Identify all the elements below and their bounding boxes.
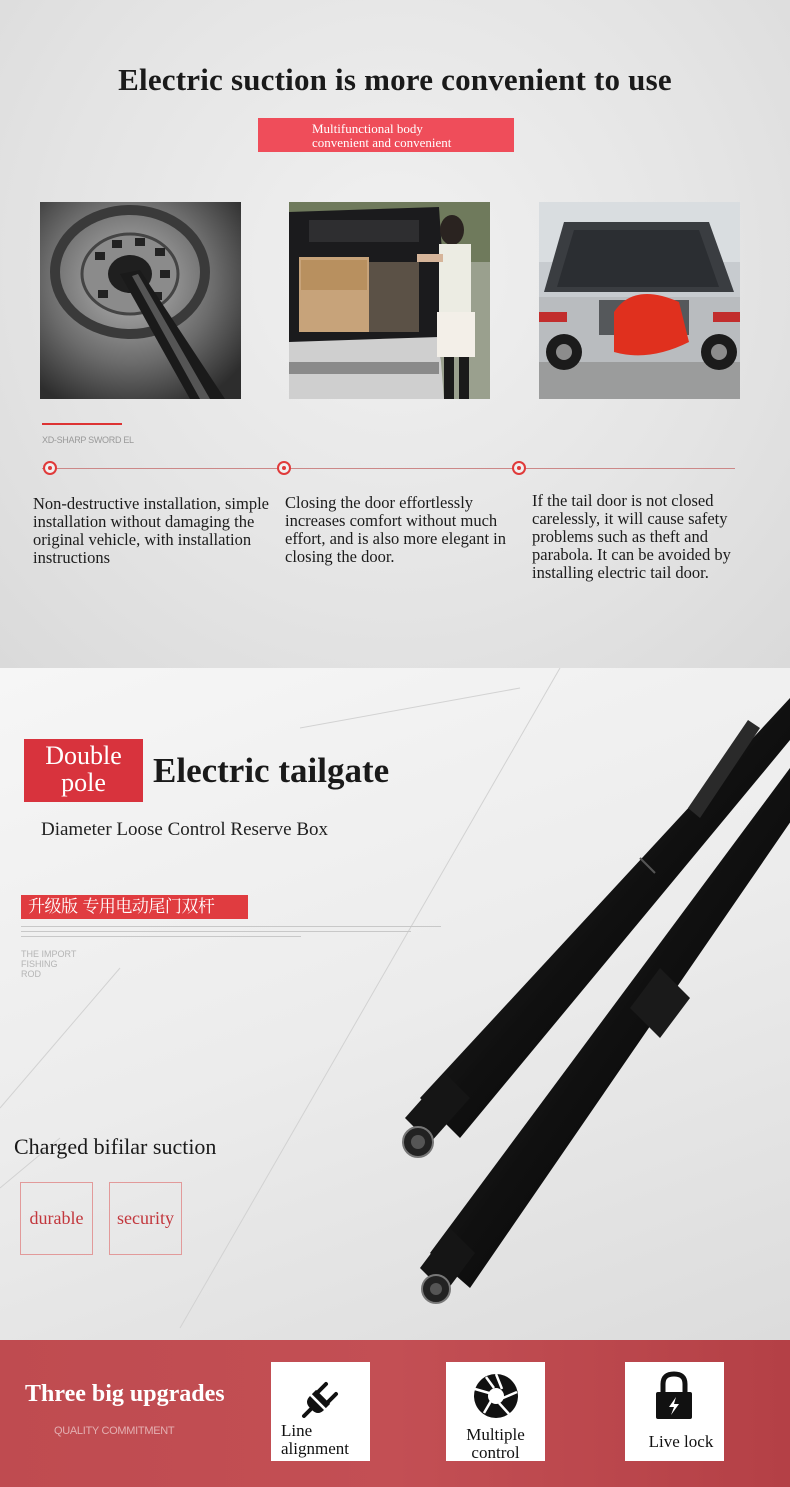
fine-print-line-1 xyxy=(21,926,441,927)
photo-strut-mount xyxy=(40,202,241,399)
timeline-dot-1 xyxy=(43,461,57,475)
lock-icon xyxy=(654,1371,694,1421)
product-section xyxy=(0,668,790,1340)
badge-line-2: pole xyxy=(61,768,106,797)
banner-line-1: Multifunctional body xyxy=(312,121,423,136)
import-tag-line-3: ROD xyxy=(21,969,41,979)
feature-text-2: Closing the door effortlessly increases comfort without much effort, and is also more elegant in closing the door. xyxy=(285,493,507,566)
upgrade-2-line-1: Multiple xyxy=(466,1425,525,1444)
import-tag xyxy=(21,949,76,979)
intro-section xyxy=(0,0,790,668)
feature-text-1: Non-destructive installation, simple installation without damaging the original vehicle, with installation instructions xyxy=(33,494,269,567)
upgrade-label-2 xyxy=(446,1426,545,1462)
intro-red-banner xyxy=(258,118,514,152)
import-tag-line-2: FISHING xyxy=(21,959,58,969)
red-accent-dash xyxy=(42,423,122,425)
upgrade-2-line-2: control xyxy=(471,1443,520,1462)
timeline-line xyxy=(42,468,735,469)
product-title: Electric tailgate xyxy=(153,751,390,790)
brand-tag: XD-SHARP SWORD EL xyxy=(42,435,134,445)
import-tag-line-1: THE IMPORT xyxy=(21,949,77,959)
intro-title: Electric suction is more convenient to use xyxy=(118,62,672,97)
upgrade-1-line-2: alignment xyxy=(281,1439,349,1458)
fine-print-line-2 xyxy=(21,931,411,932)
feature-text-3: If the tail door is not closed carelessly, it will cause safety problems such as theft and parabola. It can be avoided by installing electric tail door. xyxy=(532,491,731,582)
banner-line-2: convenient and convenient xyxy=(312,135,452,150)
upgrade-label-1 xyxy=(281,1422,349,1458)
upgrades-section xyxy=(0,1340,790,1487)
charged-suction-label: Charged bifilar suction xyxy=(14,1134,217,1159)
double-pole-badge xyxy=(24,739,143,802)
upgrade-card-line-alignment xyxy=(271,1362,370,1461)
timeline-dot-3 xyxy=(512,461,526,475)
upgrade-label-3: Live lock xyxy=(648,1432,714,1451)
plug-icon xyxy=(296,1374,346,1424)
strut-lower xyxy=(420,768,790,1303)
tag-durable: durable xyxy=(20,1182,93,1255)
photo-open-trunk xyxy=(539,202,740,399)
product-subtitle: Diameter Loose Control Reserve Box xyxy=(41,819,329,840)
aperture-icon xyxy=(472,1372,520,1420)
upgrades-subtitle: QUALITY COMMITMENT xyxy=(54,1425,175,1437)
photo-closing-trunk xyxy=(289,202,490,399)
upgrades-title: Three big upgrades xyxy=(25,1381,225,1407)
upgrade-1-line-1: Line xyxy=(281,1421,313,1440)
fine-print-line-3 xyxy=(21,936,301,937)
timeline-dot-2 xyxy=(277,461,291,475)
upgrade-card-live-lock xyxy=(625,1362,724,1461)
badge-line-1: Double xyxy=(45,741,122,770)
tag-security: security xyxy=(109,1182,182,1255)
upgrade-card-multiple-control xyxy=(446,1362,545,1461)
chinese-banner: 升级版 专用电动尾门双杆 xyxy=(21,895,248,919)
